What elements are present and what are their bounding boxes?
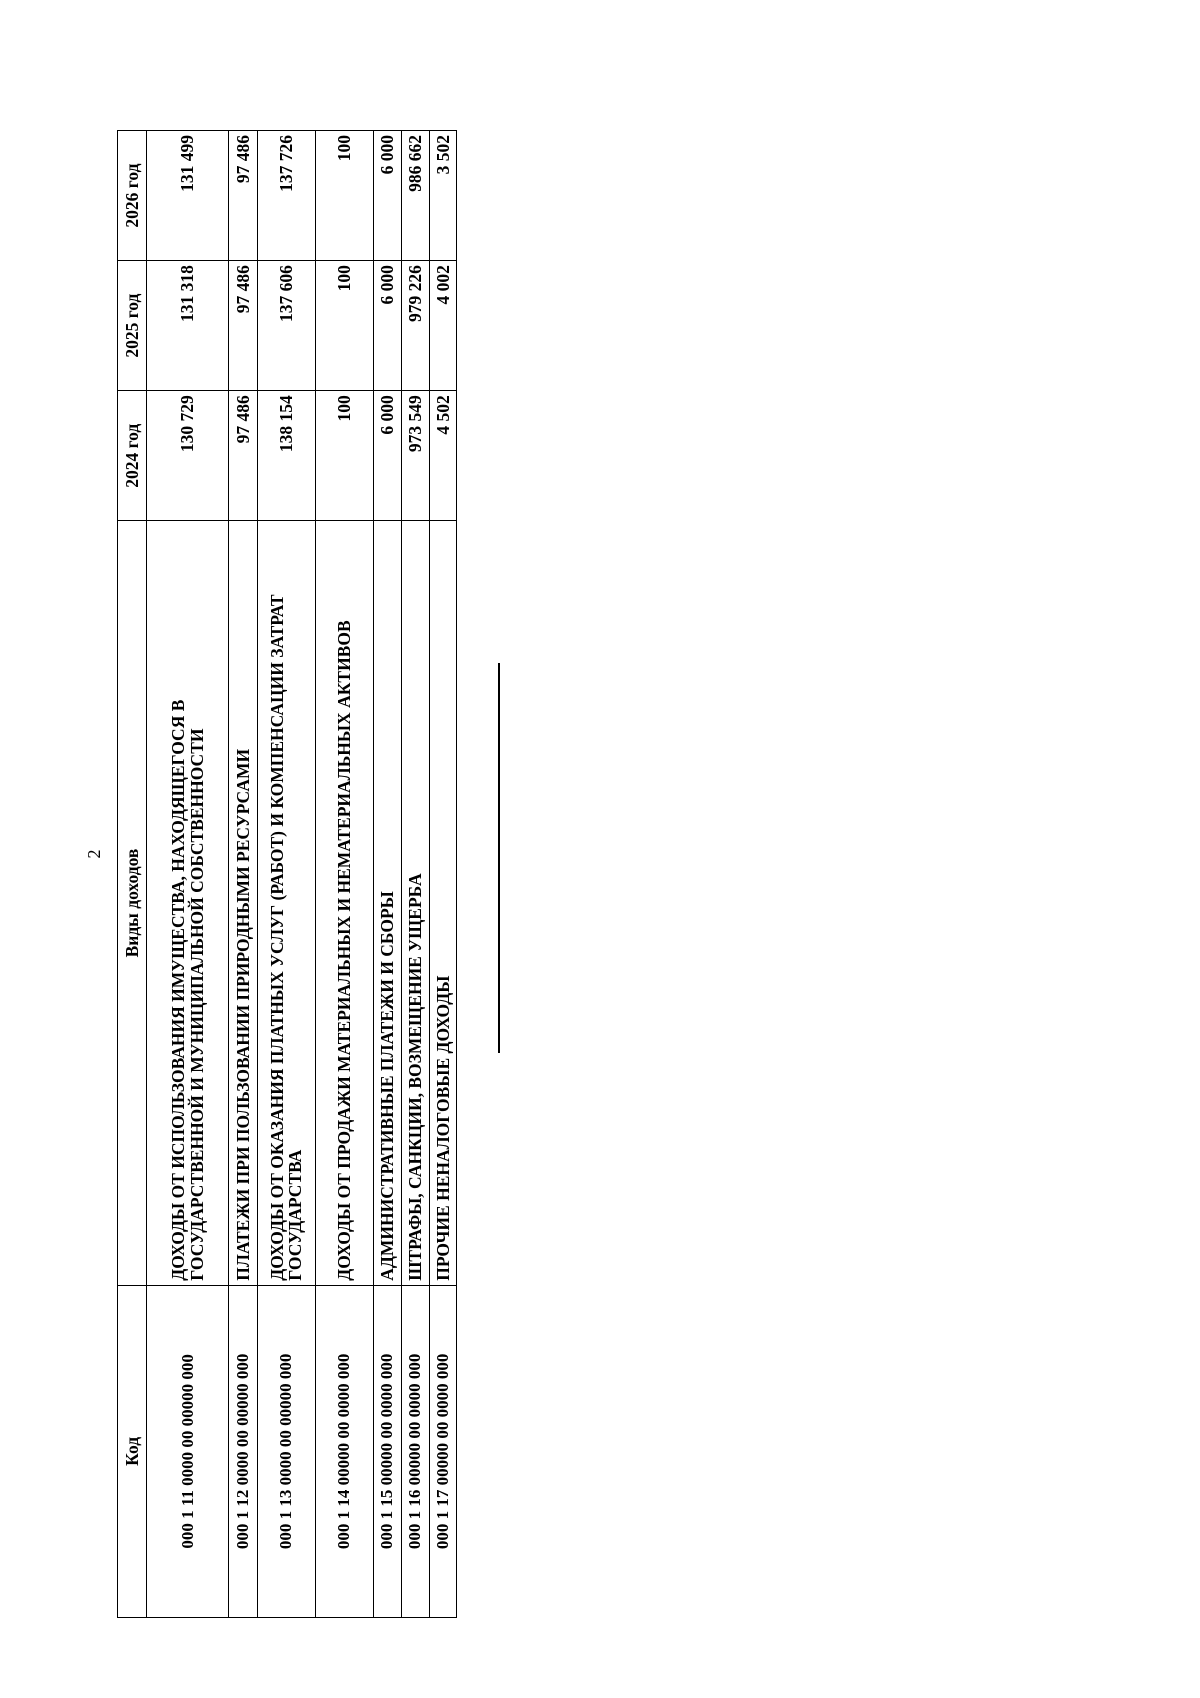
row-code: 000 1 11 0000 00 00000 000 xyxy=(147,1285,229,1617)
row-value-2024: 97 486 xyxy=(229,391,257,521)
table-row xyxy=(429,131,456,1618)
row-value-2026: 131 499 xyxy=(147,131,229,261)
header-code: Код xyxy=(118,1285,147,1617)
header-year-2024: 2024 год xyxy=(118,391,147,521)
table-row xyxy=(402,131,429,1618)
header-year-2025: 2025 год xyxy=(118,261,147,391)
table-row xyxy=(373,131,401,1618)
page-number: 2 xyxy=(84,849,104,859)
row-value-2025: 979 226 xyxy=(402,261,429,391)
row-code: 000 1 12 0000 00 00000 000 xyxy=(229,1285,257,1617)
closing-rule xyxy=(498,663,500,1053)
row-value-2025: 6 000 xyxy=(373,261,401,391)
row-value-2026: 97 486 xyxy=(229,131,257,261)
row-income-type: ПЛАТЕЖИ ПРИ ПОЛЬЗОВАНИИ ПРИРОДНЫМИ РЕСУРСАМИ xyxy=(229,521,257,1286)
row-value-2024: 100 xyxy=(315,391,373,521)
row-value-2024: 6 000 xyxy=(373,391,401,521)
row-value-2024: 138 154 xyxy=(257,391,315,521)
table-body xyxy=(147,131,457,1618)
row-value-2025: 4 002 xyxy=(429,261,456,391)
table-row xyxy=(315,131,373,1618)
row-value-2026: 6 000 xyxy=(373,131,401,261)
row-value-2025: 131 318 xyxy=(147,261,229,391)
row-income-type: ДОХОДЫ ОТ ОКАЗАНИЯ ПЛАТНЫХ УСЛУГ (РАБОТ) И КОМПЕНСАЦИИ ЗАТРАТ ГОСУДАРСТВА xyxy=(257,521,315,1286)
row-value-2024: 4 502 xyxy=(429,391,456,521)
income-table-container xyxy=(117,130,457,1618)
row-value-2025: 137 606 xyxy=(257,261,315,391)
row-value-2026: 100 xyxy=(315,131,373,261)
row-value-2026: 3 502 xyxy=(429,131,456,261)
row-value-2024: 130 729 xyxy=(147,391,229,521)
row-value-2026: 986 662 xyxy=(402,131,429,261)
table-header xyxy=(118,131,147,1618)
row-value-2025: 100 xyxy=(315,261,373,391)
row-code: 000 1 17 00000 00 0000 000 xyxy=(429,1285,456,1617)
header-year-2026: 2026 год xyxy=(118,131,147,261)
header-income-type: Виды доходов xyxy=(118,521,147,1286)
row-income-type: ДОХОДЫ ОТ ИСПОЛЬЗОВАНИЯ ИМУЩЕСТВА, НАХОДЯЩЕГОСЯ В ГОСУДАРСТВЕННОЙ И МУНИЦИПАЛЬНОЙ СОБСТВЕННОСТИ xyxy=(147,521,229,1286)
row-income-type: ДОХОДЫ ОТ ПРОДАЖИ МАТЕРИАЛЬНЫХ И НЕМАТЕРИАЛЬНЫХ АКТИВОВ xyxy=(315,521,373,1286)
row-value-2026: 137 726 xyxy=(257,131,315,261)
table-row xyxy=(257,131,315,1618)
row-value-2024: 973 549 xyxy=(402,391,429,521)
row-code: 000 1 15 00000 00 0000 000 xyxy=(373,1285,401,1617)
row-code: 000 1 14 00000 00 0000 000 xyxy=(315,1285,373,1617)
header-row xyxy=(118,131,147,1618)
row-income-type: АДМИНИСТРАТИВНЫЕ ПЛАТЕЖИ И СБОРЫ xyxy=(373,521,401,1286)
row-code: 000 1 13 0000 00 00000 000 xyxy=(257,1285,315,1617)
row-income-type: ШТРАФЫ, САНКЦИИ, ВОЗМЕЩЕНИЕ УЩЕРБА xyxy=(402,521,429,1286)
income-table xyxy=(117,130,457,1618)
table-row xyxy=(147,131,229,1618)
row-value-2025: 97 486 xyxy=(229,261,257,391)
row-code: 000 1 16 00000 00 0000 000 xyxy=(402,1285,429,1617)
row-income-type: ПРОЧИЕ НЕНАЛОГОВЫЕ ДОХОДЫ xyxy=(429,521,456,1286)
table-row xyxy=(229,131,257,1618)
